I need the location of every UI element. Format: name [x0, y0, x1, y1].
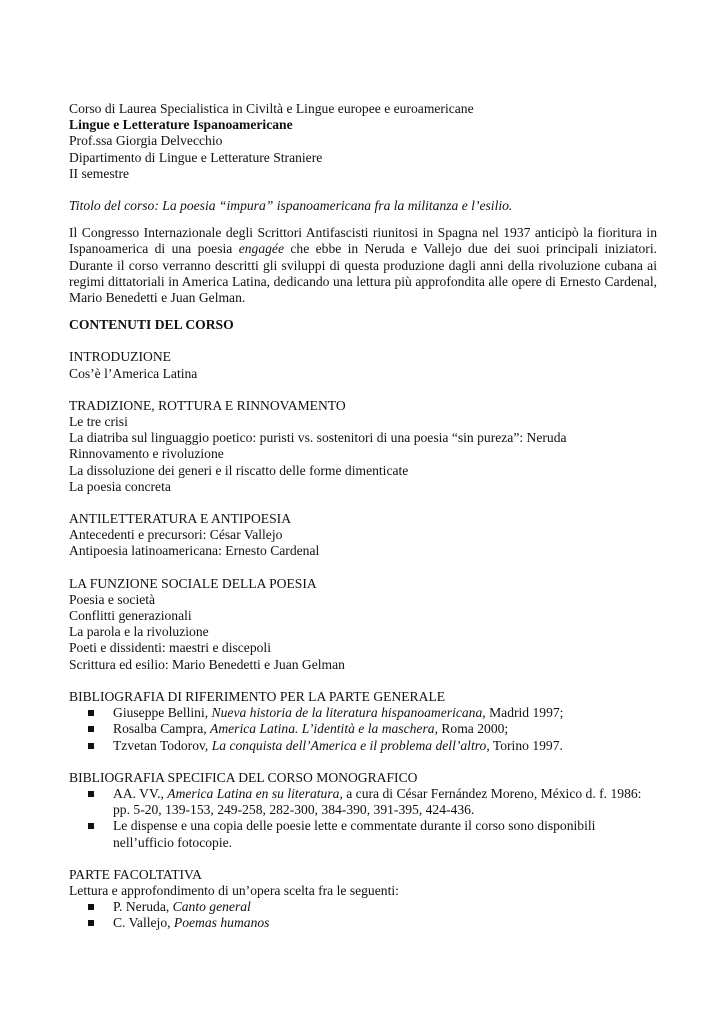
section-item: La poesia concreta — [69, 478, 171, 494]
section-item: Scrittura ed esilio: Mario Benedetti e Juan Gelman — [69, 656, 345, 672]
section-item: La dissoluzione dei generi e il riscatto delle forme dimenticate — [69, 462, 409, 478]
section-heading: INTRODUZIONE — [69, 349, 171, 365]
section-item: Rinnovamento e rivoluzione — [69, 446, 224, 462]
section-heading: ANTILETTERATURA E ANTIPOESIA — [69, 511, 292, 527]
subject-title: Lingue e Letterature Ispanoamericane — [69, 117, 293, 133]
section-item: Conflitti generazionali — [69, 608, 192, 624]
bibliography-item: Rosalba Campra, America Latina. L’identità e la maschera, Roma 2000; — [69, 721, 657, 737]
document-page — [69, 101, 657, 932]
section-item: Antipoesia latinoamericana: Ernesto Cardenal — [69, 543, 320, 559]
bullet-icon — [88, 823, 94, 829]
optional-heading: PARTE FACOLTATIVA — [69, 866, 202, 882]
section-item: La parola e la rivoluzione — [69, 624, 209, 640]
department-name: Dipartimento di Lingue e Letterature Straniere — [69, 149, 323, 165]
section-item: La diatriba sul linguaggio poetico: puristi vs. sostenitori di una poesia “sin pureza”: Neruda — [69, 430, 567, 446]
bullet-icon — [88, 904, 94, 910]
bib-general-list — [69, 705, 657, 754]
bibliography-item: AA. VV., America Latina en su literatura, a cura di César Fernández Moreno, México d. f. 1986: pp. 5-20, 139-153, 249-258, 282-300, 384-390, 391-395, 424-436. — [69, 786, 657, 818]
intro-paragraph: Il Congresso Internazionale degli Scrittori Antifascisti riunitosi in Spagna nel 1937 anticipò la fioritura in Ispanoamerica di una poesia engagée che ebbe in Neruda e Vallejo due dei suoi principali iniziatori. Durante il corso verranno descritti gli sviluppi di questa produzione dagli anni della rivoluzione cubana ai regimi dittatoriali in America Latina, dedicando una lettura più approfondita alle opere di Ernesto Cardenal, Mario Benedetti e Juan Gelman. — [69, 225, 657, 306]
bullet-icon — [88, 710, 94, 716]
bibliography-item: Tzvetan Todorov, La conquista dell’America e il problema dell’altro, Torino 1997. — [69, 738, 657, 754]
section-item: Poesia e società — [69, 591, 156, 607]
professor-name: Prof.ssa Giorgia Delvecchio — [69, 133, 223, 149]
bullet-icon — [88, 743, 94, 749]
section-item: Antecedenti e precursori: César Vallejo — [69, 527, 283, 543]
section-item: Cos’è l’America Latina — [69, 365, 198, 381]
section-heading: LA FUNZIONE SOCIALE DELLA POESIA — [69, 575, 317, 591]
bib-specific-list — [69, 786, 657, 851]
bib-specific-heading: BIBLIOGRAFIA SPECIFICA DEL CORSO MONOGRAFICO — [69, 769, 418, 785]
bibliography-item: C. Vallejo, Poemas humanos — [69, 915, 657, 931]
bullet-icon — [88, 920, 94, 926]
optional-intro: Lettura e approfondimento di un’opera scelta fra le seguenti: — [69, 882, 399, 898]
bullet-icon — [88, 791, 94, 797]
bibliography-item: Giuseppe Bellini, Nueva historia de la literatura hispanoamericana, Madrid 1997; — [69, 705, 657, 721]
contents-heading: CONTENUTI DEL CORSO — [69, 317, 234, 333]
course-title: Titolo del corso: La poesia “impura” ispanoamericana fra la militanza e l’esilio. — [69, 198, 513, 214]
section-heading: TRADIZIONE, ROTTURA E RINNOVAMENTO — [69, 397, 346, 413]
bibliography-item: P. Neruda, Canto general — [69, 899, 657, 915]
section-item: Poeti e dissidenti: maestri e discepoli — [69, 640, 271, 656]
bibliography-item: Le dispense e una copia delle poesie lette e commentate durante il corso sono disponibili nell’ufficio fotocopie. — [69, 818, 657, 850]
optional-list — [69, 899, 657, 931]
semester: II semestre — [69, 165, 130, 181]
course-sections — [69, 333, 657, 672]
bib-general-heading: BIBLIOGRAFIA DI RIFERIMENTO PER LA PARTE GENERALE — [69, 688, 446, 704]
bullet-icon — [88, 726, 94, 732]
section-item: Le tre crisi — [69, 414, 128, 430]
course-name: Corso di Laurea Specialistica in Civiltà e Lingue europee e euroamericane — [69, 101, 474, 116]
